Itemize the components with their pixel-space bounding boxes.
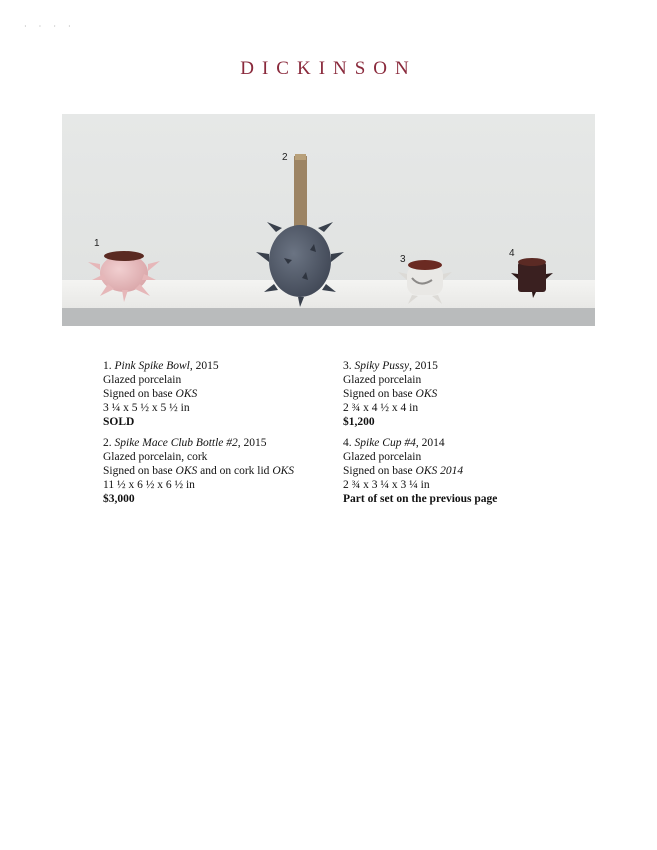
artwork-year: , 2015 — [189, 360, 219, 372]
item-label-2: 2 — [282, 152, 288, 163]
entry-heading: 1. Pink Spike Bowl, 2015 — [103, 360, 219, 372]
artwork-material: Glazed porcelain — [343, 374, 422, 386]
artwork-signature: Signed on base OKS 2014 — [343, 465, 464, 477]
artwork-title: Spike Cup #4 — [354, 437, 416, 449]
catalog-column-right — [343, 359, 603, 513]
artwork-material: Glazed porcelain, cork — [103, 451, 208, 463]
artwork-dimensions: 3 ¼ x 5 ½ x 5 ½ in — [103, 402, 190, 414]
catalog-column-left — [103, 359, 333, 513]
artwork-year: , 2014 — [415, 437, 445, 449]
shelf-front — [62, 308, 595, 326]
artwork-dimensions: 2 ¾ x 3 ¼ x 3 ¼ in — [343, 479, 430, 491]
artwork-price: Part of set on the previous page — [343, 493, 498, 505]
entry-heading: 4. Spike Cup #4, 2014 — [343, 437, 445, 449]
artwork-year: , 2015 — [237, 437, 267, 449]
artwork-dimensions: 11 ½ x 6 ½ x 6 ½ in — [103, 479, 195, 491]
artwork-material: Glazed porcelain — [103, 374, 182, 386]
catalog-entry-4 — [343, 436, 603, 506]
artwork-price: SOLD — [103, 416, 135, 428]
artwork-year: , 2015 — [409, 360, 438, 372]
scan-specks: · · · · — [24, 22, 76, 31]
artwork-material: Glazed porcelain — [343, 451, 422, 463]
catalog-entry-2 — [103, 436, 333, 506]
artwork-price: $1,200 — [343, 416, 375, 428]
item-label-1: 1 — [94, 238, 100, 249]
entry-heading: 3. Spiky Pussy, 2015 — [343, 360, 438, 372]
catalog-entry-3 — [343, 359, 603, 429]
artwork-signature: Signed on base OKS and on cork lid OKS — [103, 465, 295, 477]
catalog-entry-1 — [103, 359, 333, 429]
item-label-3: 3 — [400, 254, 406, 265]
artwork-photo — [62, 114, 595, 326]
artwork-signature: Signed on base OKS — [103, 388, 198, 400]
artwork-price: $3,000 — [103, 493, 135, 505]
artwork-title: Spiky Pussy — [354, 360, 410, 372]
entry-heading: 2. Spike Mace Club Bottle #2, 2015 — [103, 437, 267, 449]
artwork-title: Spike Mace Club Bottle #2 — [114, 437, 238, 449]
gallery-brand: DICKINSON — [240, 58, 417, 79]
artwork-signature: Signed on base OKS — [343, 388, 438, 400]
artwork-title: Pink Spike Bowl — [114, 360, 190, 372]
item-label-4: 4 — [509, 248, 515, 259]
artwork-dimensions: 2 ¾ x 4 ½ x 4 in — [343, 402, 419, 414]
